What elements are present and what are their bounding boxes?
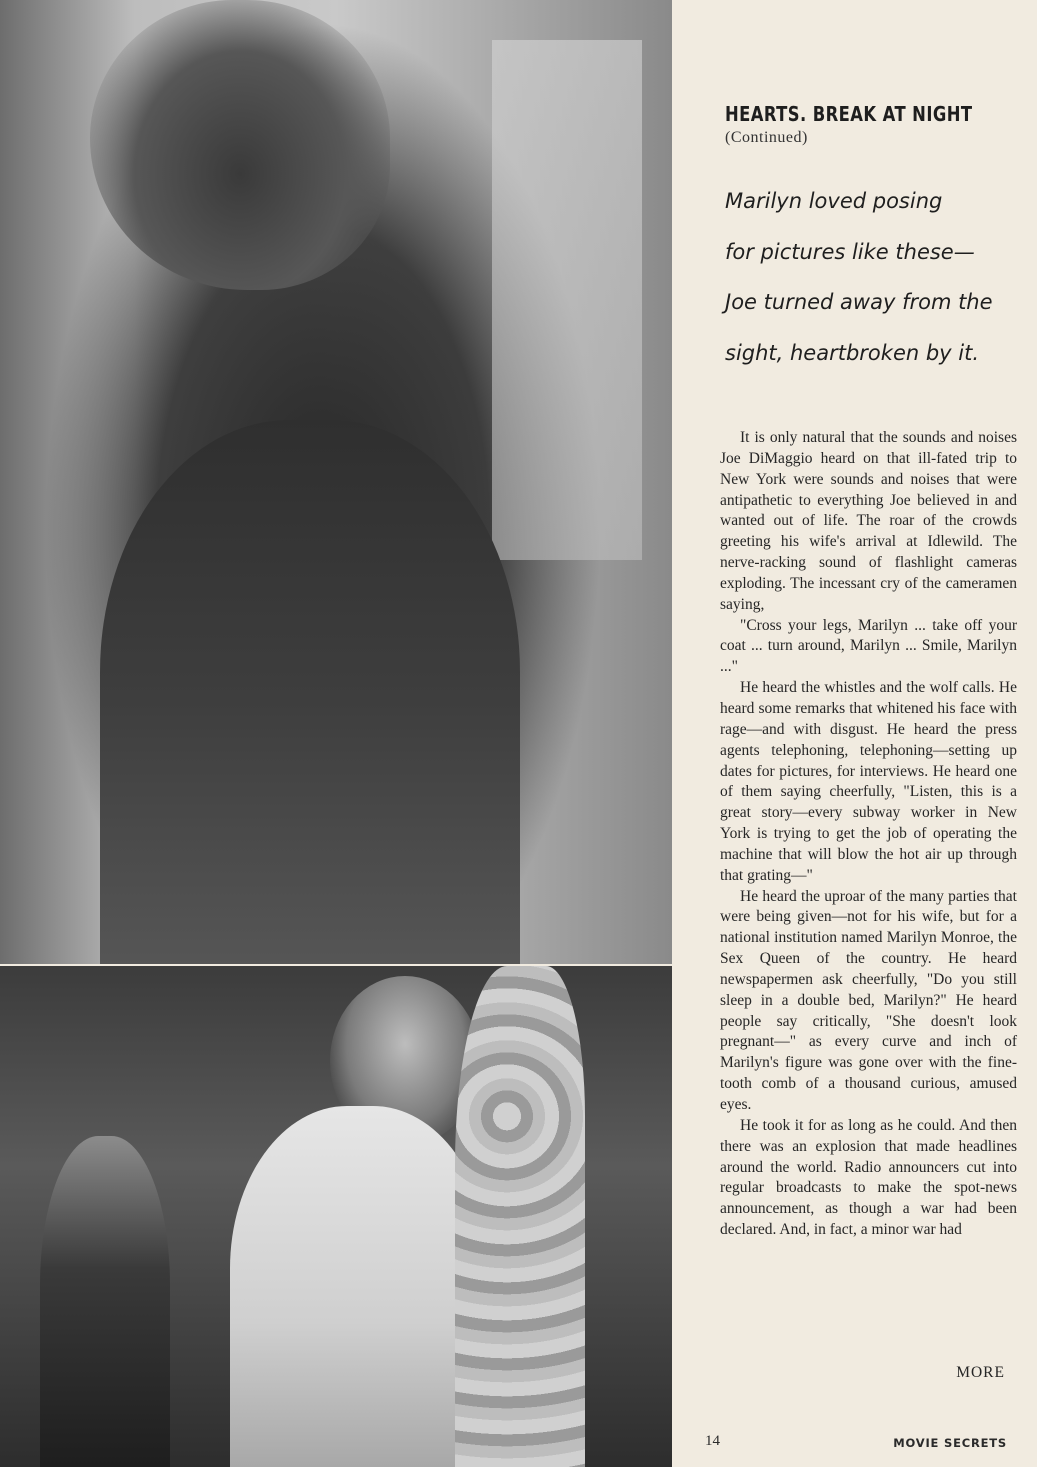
photo-white-blouse (230, 1106, 490, 1467)
photo-marilyn-posing (0, 0, 672, 964)
pull-quote-line: sight, heartbroken by it. (725, 341, 980, 366)
continued-more-label: MORE (956, 1364, 1005, 1381)
article-paragraph: It is only natural that the sounds and noises Joe DiMaggio heard on that ill-fated trip to New York were sounds and noises that were antipathetic to everything Joe believed in and wanted out of life. The roar of the crowds greeting his wife's arrival at Idlewild. The nerve-racking sound of flashlight cameras exploding. The incessant cry of the cameramen saying, (720, 429, 1017, 613)
photo-figure-silhouette (100, 420, 520, 964)
pull-quote-line: Marilyn loved posing (725, 189, 943, 213)
magazine-name: MOVIE SECRETS (893, 1436, 1007, 1450)
photo-hair-silhouette (90, 0, 390, 290)
photo-marilyn-by-tree (0, 966, 672, 1467)
page-number: 14 (705, 1433, 720, 1449)
pull-quote (725, 176, 1025, 379)
article-body (720, 428, 1017, 1241)
article-paragraph: He heard the uproar of the many parties that were being given—not for his wife, but for a national institution named Marilyn Monroe, the Sex Queen of the country. He heard newspapermen ask cheerfully, "Do you still sleep in a double bed, Marilyn?" He heard people say critically, "She doesn't look pregnant—" as every curve and inch of Marilyn's figure was gone over with the fine-tooth comb of a thousand curious, amused eyes. (720, 887, 1017, 1113)
article-title: HEARTS. BREAK AT NIGHT (725, 102, 973, 126)
article-paragraph: He took it for as long as he could. And then there was an explosion that made headlines around the world. Radio announcers cut into regular broadcasts to make the spot-news announcement, as though a war had been declared. And, in fact, a minor war had (720, 1116, 1017, 1239)
article-paragraph: He heard the whistles and the wolf calls. He heard some remarks that whitened his face with rage—and with disgust. He heard the press agents telephoning, telephoning—setting up dates for pictures, for interviews. He heard one of them saying cheerfully, "Listen, this is a great story—every subway worker in New York is trying to get the job of operating the machine that will blow the hot air up through that grating—" (720, 679, 1017, 884)
photo-tree-trunk (455, 966, 585, 1467)
article-paragraph: "Cross your legs, Marilyn ... take off your coat ... turn around, Marilyn ... Smile, Marilyn ..." (720, 616, 1017, 676)
pull-quote-line: Joe turned away from the (725, 290, 993, 315)
article-continued-label: (Continued) (725, 129, 808, 146)
photo-man-in-glasses (40, 1136, 170, 1467)
photo-window-backdrop (492, 40, 642, 560)
pull-quote-line: for pictures like these— (725, 239, 975, 264)
